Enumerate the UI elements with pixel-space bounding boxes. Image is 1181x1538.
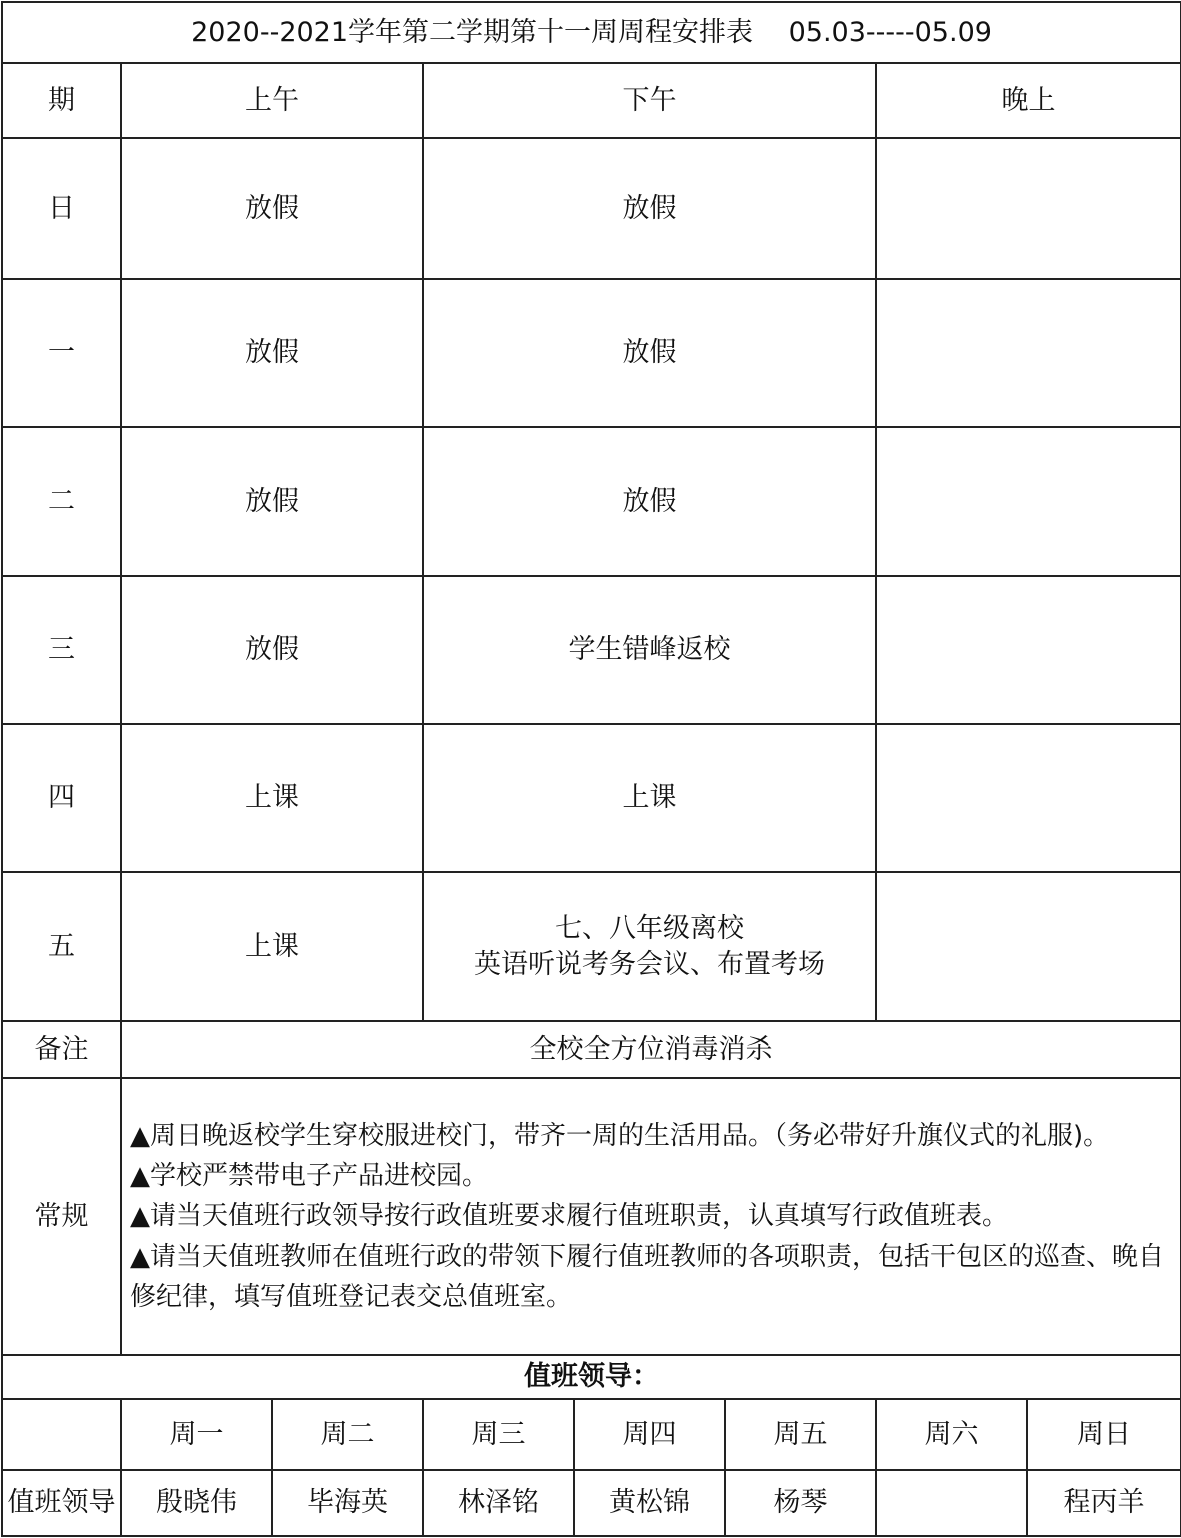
header-morning: 上午 bbox=[121, 63, 423, 138]
routine-notes bbox=[121, 1078, 1181, 1355]
weekday-header: 周五 bbox=[725, 1399, 876, 1470]
day-row bbox=[2, 138, 1181, 279]
afternoon-line: 放假 bbox=[622, 485, 677, 517]
routine-note: ▲请当天值班教师在值班行政的带领下履行值班教师的各项职责，包括干包区的巡查、晚自修纪律，填写值班登记表交总值班室。 bbox=[130, 1241, 1164, 1312]
routine-note: ▲周日晚返校学生穿校服进校门，带齐一周的生活用品。（务必带好升旗仪式的礼服)。 bbox=[130, 1120, 1110, 1151]
evening-cell bbox=[876, 872, 1181, 1021]
evening-cell bbox=[876, 576, 1181, 724]
day-label: 四 bbox=[2, 724, 121, 872]
remarks-label: 备注 bbox=[2, 1021, 121, 1078]
duty-leader: 毕海英 bbox=[272, 1470, 423, 1536]
afternoon-cell bbox=[423, 138, 876, 279]
duty-leader: 杨琴 bbox=[725, 1470, 876, 1536]
afternoon-cell bbox=[423, 427, 876, 576]
evening-cell bbox=[876, 279, 1181, 427]
header-evening: 晚上 bbox=[876, 63, 1181, 138]
duty-leader: 黄松锦 bbox=[574, 1470, 725, 1536]
duty-leader: 程丙羊 bbox=[1027, 1470, 1181, 1536]
duty-weekday-row bbox=[2, 1399, 1181, 1470]
duty-heading-row bbox=[2, 1355, 1181, 1399]
day-label: 二 bbox=[2, 427, 121, 576]
header-day: 期 bbox=[2, 63, 121, 138]
remarks-row bbox=[2, 1021, 1181, 1078]
afternoon-cell bbox=[423, 279, 876, 427]
evening-cell bbox=[876, 138, 1181, 279]
afternoon-line: 放假 bbox=[622, 192, 677, 224]
afternoon-line: 放假 bbox=[622, 337, 677, 369]
afternoon-cell bbox=[423, 872, 876, 1021]
duty-heading: 值班领导： bbox=[2, 1355, 1181, 1399]
morning-cell: 放假 bbox=[121, 138, 423, 279]
morning-cell: 放假 bbox=[121, 576, 423, 724]
schedule-title: 2020--2021学年第二学期第十一周周程安排表 05.03-----05.09 bbox=[2, 2, 1181, 63]
day-label: 日 bbox=[2, 138, 121, 279]
morning-cell: 上课 bbox=[121, 872, 423, 1021]
routine-row bbox=[2, 1078, 1181, 1355]
routine-label: 常规 bbox=[2, 1078, 121, 1355]
morning-cell: 放假 bbox=[121, 279, 423, 427]
day-label: 五 bbox=[2, 872, 121, 1021]
day-row bbox=[2, 872, 1181, 1021]
title-row bbox=[2, 2, 1181, 63]
day-label: 一 bbox=[2, 279, 121, 427]
weekday-header: 周日 bbox=[1027, 1399, 1181, 1470]
routine-note: ▲请当天值班行政领导按行政值班要求履行值班职责，认真填写行政值班表。 bbox=[130, 1201, 1008, 1232]
day-label: 三 bbox=[2, 576, 121, 724]
morning-cell: 上课 bbox=[121, 724, 423, 872]
day-row bbox=[2, 279, 1181, 427]
weekday-header: 周六 bbox=[876, 1399, 1027, 1470]
weekday-header: 周二 bbox=[272, 1399, 423, 1470]
evening-cell bbox=[876, 724, 1181, 872]
day-row bbox=[2, 576, 1181, 724]
afternoon-line: 上课 bbox=[622, 782, 677, 814]
afternoon-cell bbox=[423, 576, 876, 724]
weekday-header: 周一 bbox=[121, 1399, 272, 1470]
day-row bbox=[2, 427, 1181, 576]
duty-corner-cell bbox=[2, 1399, 121, 1470]
afternoon-line: 七、八年级离校 bbox=[555, 913, 744, 945]
duty-leader bbox=[876, 1470, 1027, 1536]
weekday-header: 周四 bbox=[574, 1399, 725, 1470]
header-row bbox=[2, 63, 1181, 138]
remarks-text: 全校全方位消毒消杀 bbox=[121, 1021, 1181, 1078]
day-row bbox=[2, 724, 1181, 872]
afternoon-cell bbox=[423, 724, 876, 872]
evening-cell bbox=[876, 427, 1181, 576]
weekday-header: 周三 bbox=[423, 1399, 574, 1470]
afternoon-line: 学生错峰返校 bbox=[568, 634, 731, 666]
morning-cell: 放假 bbox=[121, 427, 423, 576]
routine-note: ▲学校严禁带电子产品进校园。 bbox=[130, 1161, 488, 1192]
duty-leader-row bbox=[2, 1470, 1181, 1536]
afternoon-line: 英语听说考务会议、布置考场 bbox=[474, 948, 825, 980]
duty-leader: 殷晓伟 bbox=[121, 1470, 272, 1536]
duty-leader: 林泽铭 bbox=[423, 1470, 574, 1536]
weekly-schedule-table bbox=[1, 1, 1181, 1537]
duty-row-label: 值班领导 bbox=[2, 1470, 121, 1536]
header-afternoon: 下午 bbox=[423, 63, 876, 138]
